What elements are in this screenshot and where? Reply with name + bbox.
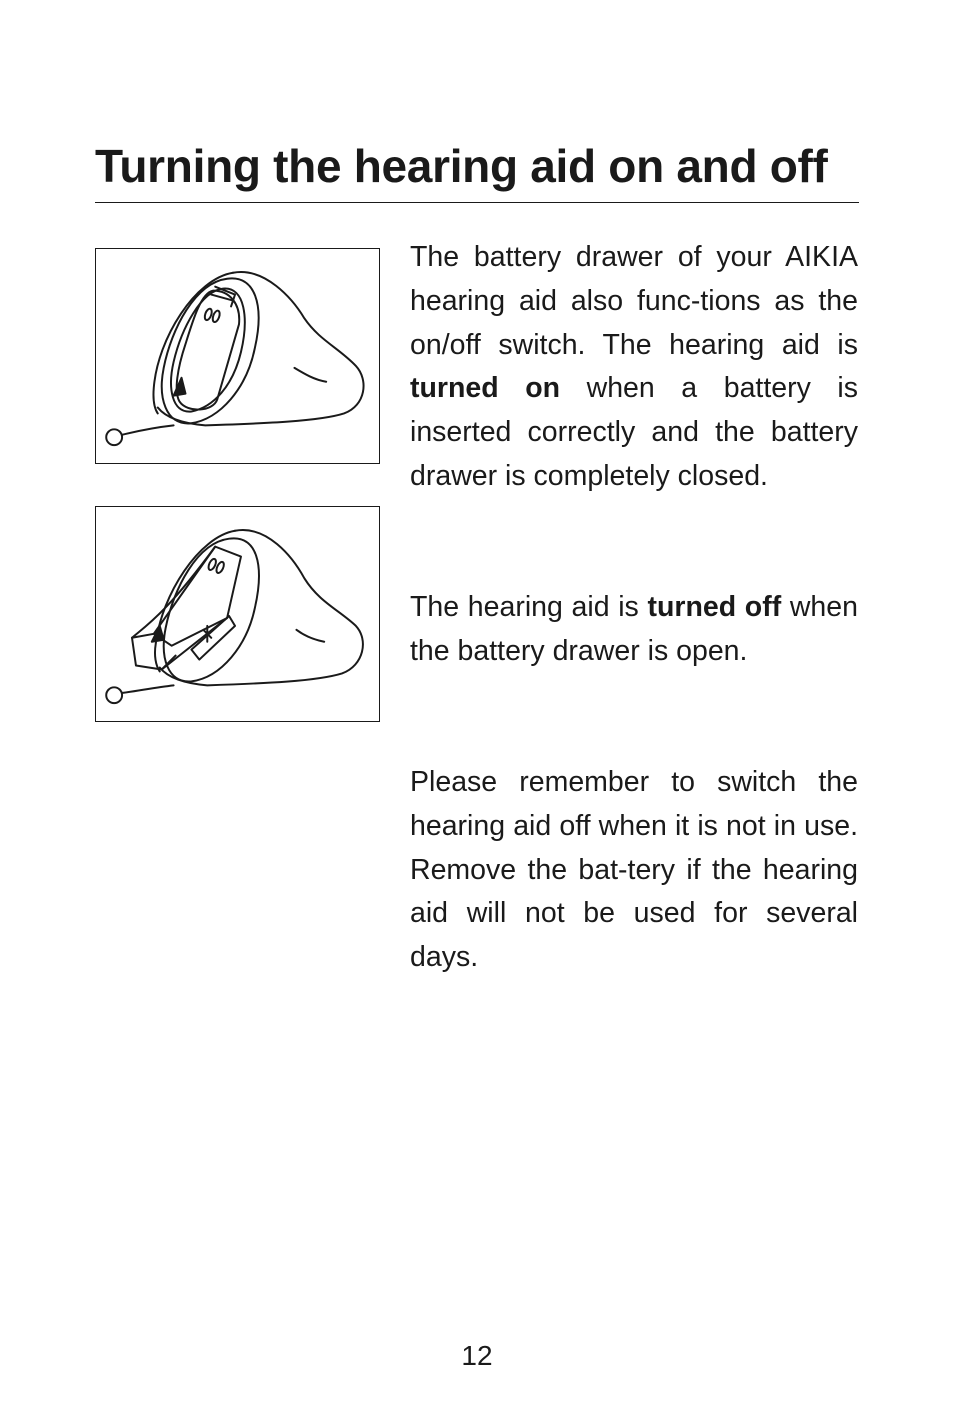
page-title: Turning the hearing aid on and off xyxy=(95,140,828,192)
title-divider xyxy=(95,202,859,203)
off-text-end: when the battery drawer is open. xyxy=(410,591,858,667)
intro-text: The battery drawer of your AIKIA hearing aid also func-tions as the on/off switch. The hearing aid is xyxy=(410,241,858,361)
turned-off-emphasis: turned off xyxy=(647,591,782,623)
off-text: The hearing aid is xyxy=(410,591,648,623)
intro-text-end: when a battery is inserted correctly and the battery drawer is completely closed. xyxy=(410,372,858,492)
hearing-aid-closed-figure xyxy=(95,248,380,464)
hearing-aid-closed-icon xyxy=(96,249,379,463)
off-paragraph xyxy=(410,586,858,674)
turned-on-emphasis: turned on xyxy=(410,372,561,405)
reminder-paragraph: Please remember to switch the hearing aid off when it is not in use. Remove the bat-tery if the hearing aid will not be used for several days. xyxy=(410,766,858,974)
hearing-aid-open-icon xyxy=(96,507,379,721)
page-number: 12 xyxy=(461,1340,493,1371)
hearing-aid-open-figure xyxy=(95,506,380,722)
intro-paragraph xyxy=(410,236,858,499)
